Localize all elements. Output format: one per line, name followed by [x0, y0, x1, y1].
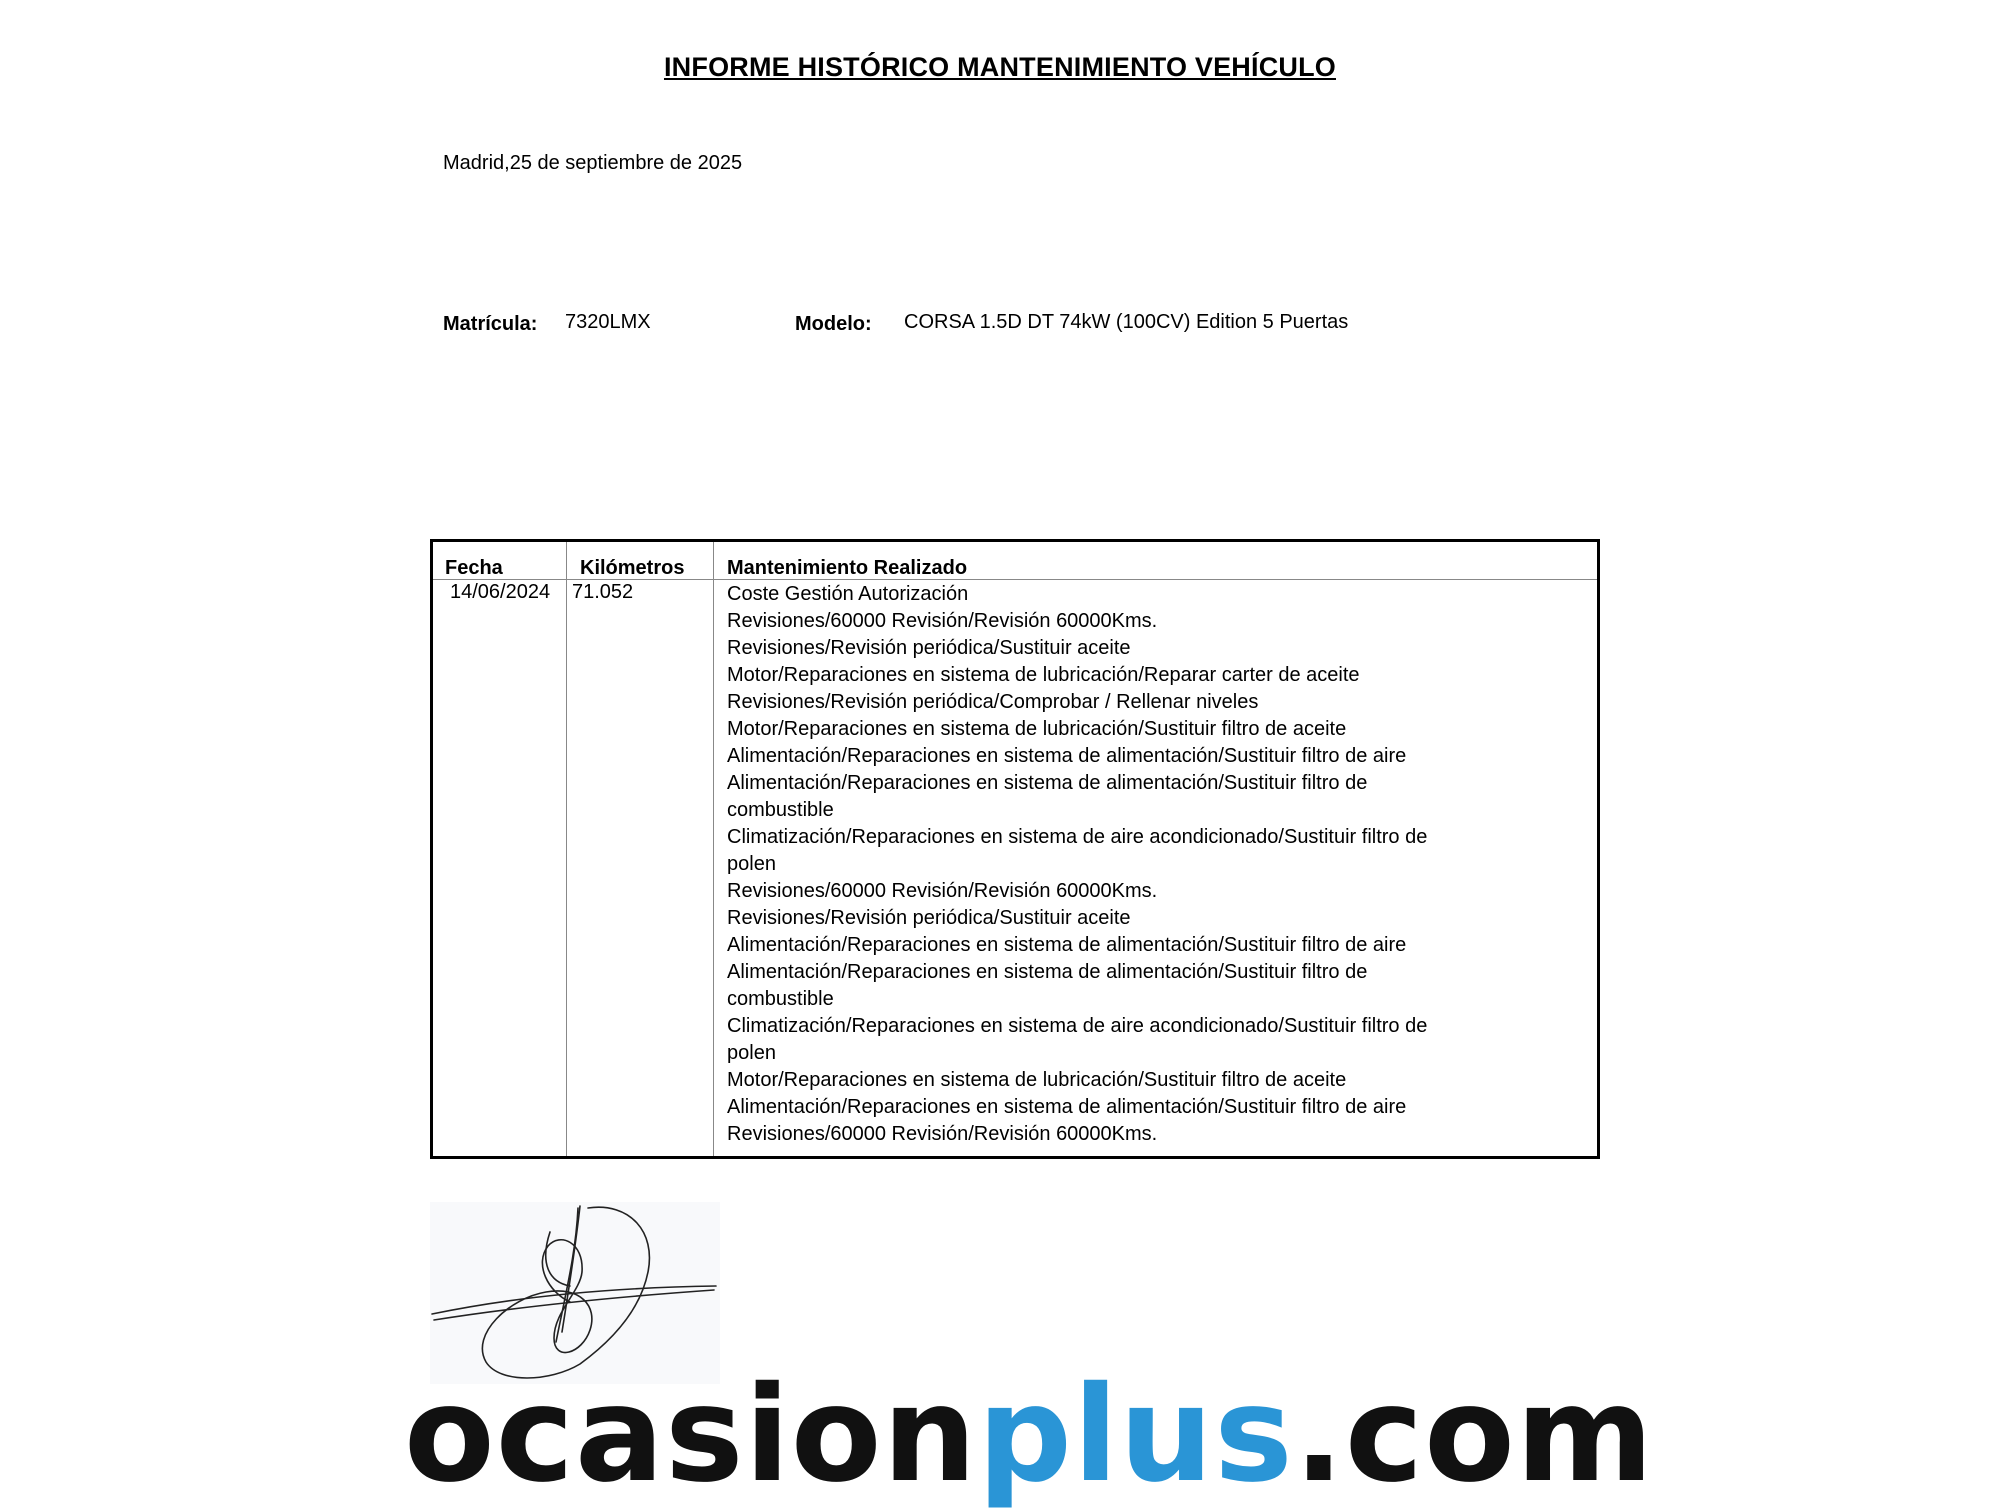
- ocasionplus-logo: [404, 1358, 1655, 1512]
- column-divider: [566, 542, 567, 1156]
- column-divider: [713, 542, 714, 1156]
- maintenance-line: polen: [727, 1042, 776, 1064]
- maintenance-line: Revisiones/Revisión periódica/Sustituir aceite: [727, 637, 1131, 659]
- header-date: Fecha: [445, 557, 503, 579]
- maintenance-table: [430, 539, 1600, 1159]
- maintenance-line: combustible: [727, 988, 834, 1010]
- maintenance-line: Revisiones/Revisión periódica/Comprobar / Rellenar niveles: [727, 691, 1259, 713]
- maintenance-line: Climatización/Reparaciones en sistema de aire acondicionado/Sustituir filtro de: [727, 826, 1428, 848]
- maintenance-line: Alimentación/Reparaciones en sistema de alimentación/Sustituir filtro de aire: [727, 934, 1407, 956]
- place-date: [443, 148, 742, 175]
- plate-label: Matrícula:: [443, 313, 538, 335]
- logo-part-3: .com: [1293, 1358, 1655, 1512]
- maintenance-line: Alimentación/Reparaciones en sistema de alimentación/Sustituir filtro de: [727, 772, 1368, 794]
- maintenance-line: Alimentación/Reparaciones en sistema de alimentación/Sustituir filtro de aire: [727, 1096, 1407, 1118]
- maintenance-line: Motor/Reparaciones en sistema de lubricación/Sustituir filtro de aceite: [727, 718, 1347, 740]
- header-work: Mantenimiento Realizado: [727, 557, 968, 579]
- maintenance-line: Revisiones/Revisión periódica/Sustituir aceite: [727, 907, 1131, 929]
- maintenance-line: Revisiones/60000 Revisión/Revisión 60000Kms.: [727, 880, 1158, 902]
- maintenance-line: Alimentación/Reparaciones en sistema de alimentación/Sustituir filtro de: [727, 961, 1368, 983]
- row-work-list: [727, 581, 1467, 1148]
- maintenance-line: Revisiones/60000 Revisión/Revisión 60000Kms.: [727, 1123, 1158, 1145]
- signature: [430, 1202, 720, 1384]
- model-value: CORSA 1.5D DT 74kW (100CV) Edition 5 Puertas: [904, 311, 1349, 333]
- report-title: INFORME HISTÓRICO MANTENIMIENTO VEHÍCULO: [663, 52, 1336, 82]
- maintenance-line: polen: [727, 853, 776, 875]
- maintenance-line: Coste Gestión Autorización: [727, 583, 969, 605]
- model-label: Modelo:: [795, 313, 872, 335]
- logo-part-1: ocasion: [404, 1358, 978, 1512]
- maintenance-line: Motor/Reparaciones en sistema de lubricación/Reparar carter de aceite: [727, 664, 1360, 686]
- row-km: 71.052: [572, 581, 634, 603]
- city: Madrid,: [443, 152, 510, 174]
- maintenance-line: combustible: [727, 799, 834, 821]
- maintenance-line: Motor/Reparaciones en sistema de lubricación/Sustituir filtro de aceite: [727, 1069, 1347, 1091]
- row-date: 14/06/2024: [450, 581, 551, 603]
- header-km: Kilómetros: [580, 557, 685, 579]
- signature-drawing: [430, 1202, 720, 1384]
- maintenance-line: Climatización/Reparaciones en sistema de aire acondicionado/Sustituir filtro de: [727, 1015, 1428, 1037]
- report-date: 25 de septiembre de 2025: [509, 152, 743, 174]
- logo-part-2: plus: [977, 1358, 1294, 1512]
- plate-value: 7320LMX: [565, 311, 651, 333]
- maintenance-line: Revisiones/60000 Revisión/Revisión 60000Kms.: [727, 610, 1158, 632]
- maintenance-line: Alimentación/Reparaciones en sistema de alimentación/Sustituir filtro de aire: [727, 745, 1407, 767]
